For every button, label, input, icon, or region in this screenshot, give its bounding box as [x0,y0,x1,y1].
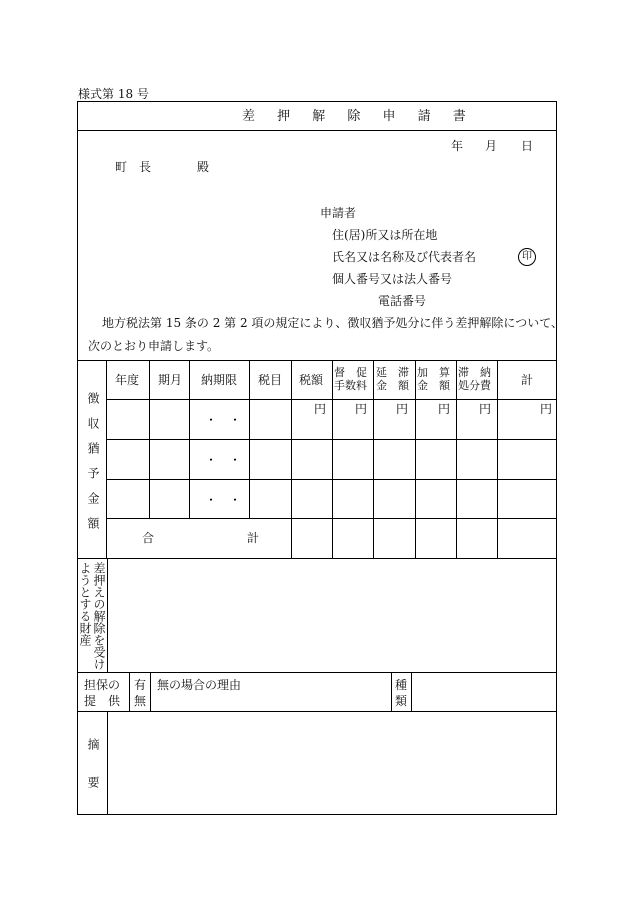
yen-unit: 円 [396,402,409,416]
security-no[interactable]: 無 [134,694,147,708]
divider [106,479,556,480]
due-date-field[interactable]: ・ ・ [205,493,242,507]
divider [249,360,250,518]
divider [150,672,151,711]
due-date-field[interactable]: ・ ・ [205,413,242,427]
security-label-top: 担保の [84,678,121,692]
col-header-delay-amount: 延 滞 金 額 [376,366,409,392]
statement-line-1: 地方税法第 15 条の 2 第 2 項の規定により、徴収猶予処分に伴う差押解除について、 [102,316,563,330]
divider [149,360,150,518]
type-label-bottom: 類 [395,694,408,708]
col-header-tax-item: 税目 [258,373,283,387]
seal-mark: 印 [518,248,536,266]
applicant-phone-label: 電話番号 [378,294,427,308]
statement-line-2: 次のとおり申請します。 [88,339,220,353]
col-header-total: 計 [521,373,534,387]
application-form [77,101,563,815]
col-header-year: 年度 [115,373,140,387]
property-label: 差押えの解除を受けようとする財産 [78,562,106,670]
divider [78,558,556,559]
divider [106,399,556,400]
sum-label-2: 計 [247,531,260,545]
divider [291,360,292,558]
divider [129,672,130,711]
security-label-bottom: 提 供 [84,694,121,708]
yen-unit: 円 [540,402,553,416]
divider [332,360,333,558]
sum-label-1: 合 [142,531,155,545]
date-month: 月 [485,139,498,153]
due-date-field[interactable]: ・ ・ [205,453,242,467]
addressee-title: 町 長 [115,160,152,174]
divider [107,711,108,814]
reason-label: 無の場合の理由 [157,678,242,692]
divider [78,130,556,131]
divider [78,711,556,712]
yen-unit: 円 [355,402,368,416]
applicant-name-label: 氏名又は名称及び代表者名 [332,250,477,264]
summary-label: 摘要 [86,738,100,814]
applicant-address-label: 住(居)所又は所在地 [332,228,438,242]
addressee-honorific: 殿 [197,160,210,174]
divider [497,360,498,558]
divider [411,672,412,711]
yen-unit: 円 [479,402,492,416]
applicant-label: 申請者 [320,206,357,220]
divider [415,360,416,558]
divider [456,360,457,558]
grace-amount-side-label: 徴収猶予金額 [86,392,100,542]
applicant-id-label: 個人番号又は法人番号 [332,272,453,286]
date-year: 年 [451,139,464,153]
divider [391,672,392,711]
type-label-top: 種 [395,678,408,692]
form-number: 様式第 18 号 [78,87,149,101]
divider [106,439,556,440]
divider [106,518,556,519]
divider [106,360,107,558]
col-header-tax-amount: 税額 [299,373,324,387]
form-title: 差 押 解 除 申 請 書 [242,109,475,124]
divider [189,360,190,518]
divider [373,360,374,558]
col-header-due-date: 納期限 [201,373,238,387]
date-day: 日 [521,139,534,153]
col-header-additional-amount: 加 算 金 額 [417,366,450,392]
yen-unit: 円 [438,402,451,416]
col-header-period: 期月 [158,373,183,387]
yen-unit: 円 [314,402,327,416]
divider [107,558,108,672]
col-header-reminder-fee: 督 促 手数料 [334,366,367,392]
col-header-arrears-fee: 滞 納 処分費 [458,366,491,392]
security-yes[interactable]: 有 [134,678,147,692]
